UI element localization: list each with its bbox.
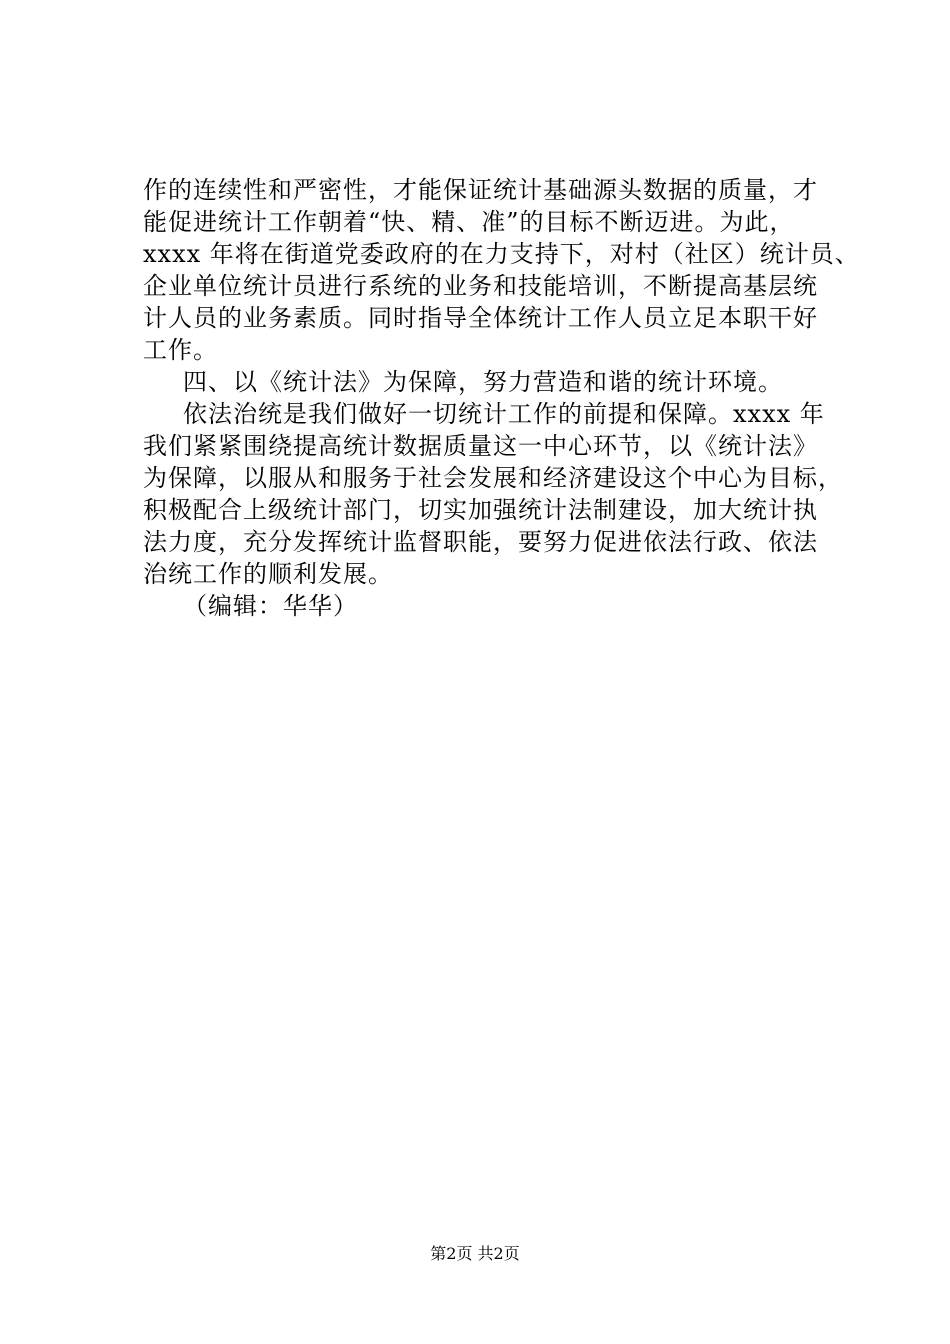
- body-line: xxxx 年将在街道党委政府的在力支持下，对村（社区）统计员、: [143, 240, 860, 268]
- document-body: [143, 174, 860, 622]
- body-line: 作的连续性和严密性，才能保证统计基础源头数据的质量，才: [143, 176, 818, 204]
- body-line: 工作。: [143, 336, 218, 364]
- body-line: 积极配合上级统计部门，切实加强统计法制建设，加大统计执: [143, 496, 818, 524]
- body-line: 能促进统计工作朝着“快、精、准”的目标不断迈进。为此，: [143, 208, 795, 236]
- body-line: 企业单位统计员进行系统的业务和技能培训，不断提高基层统: [143, 272, 818, 300]
- section-heading: 四、以《统计法》为保障，努力营造和谐的统计环境。: [183, 368, 783, 396]
- body-line: 治统工作的顺利发展。: [143, 560, 393, 588]
- editor-credit: （编辑：华华）: [183, 592, 358, 620]
- body-line: 法力度，充分发挥统计监督职能，要努力促进依法行政、依法: [143, 528, 818, 556]
- body-line: 计人员的业务素质。同时指导全体统计工作人员立足本职干好: [143, 304, 818, 332]
- paragraph-first-line: 依法治统是我们做好一切统计工作的前提和保障。xxxx 年: [183, 400, 825, 428]
- body-line: 为保障，以服从和服务于社会发展和经济建设这个中心为目标，: [143, 464, 843, 492]
- page-number-footer: 第2页 共2页: [430, 1244, 520, 1263]
- body-line: 我们紧紧围绕提高统计数据质量这一中心环节，以《统计法》: [143, 432, 818, 460]
